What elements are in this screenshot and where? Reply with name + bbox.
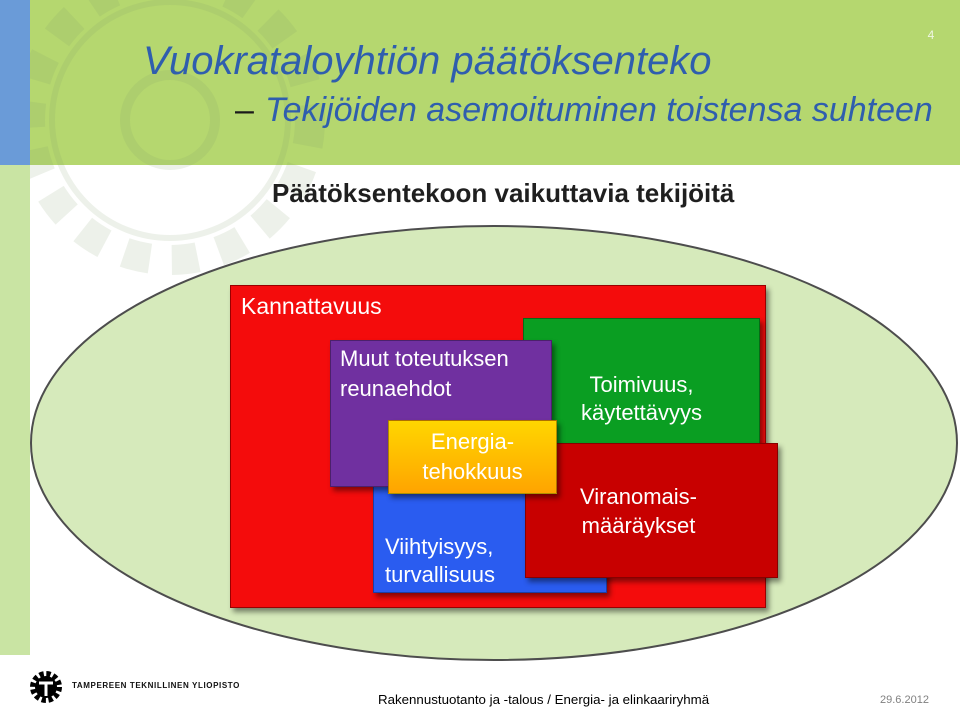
footer-date: 29.6.2012 xyxy=(880,694,929,706)
box-toimivuus-line-1: Toimivuus, xyxy=(589,372,694,397)
box-toimivuus-line-2: käytettävyys xyxy=(580,400,703,425)
box-toimivuus-text xyxy=(524,371,759,427)
left-accent-stripe-green xyxy=(0,165,30,655)
box-energia-line-2: tehokkuus xyxy=(422,459,523,484)
box-energia-line-1: Energia- xyxy=(430,429,515,454)
box-muut-line-1: Muut toteutuksen xyxy=(340,346,509,371)
box-muut-line-2: reunaehdot xyxy=(340,376,452,401)
box-energiatehokkuus xyxy=(388,420,557,494)
box-viihtyisyys-line-2: turvallisuus xyxy=(385,562,496,587)
box-kannattavuus-label: Kannattavuus xyxy=(241,293,382,319)
box-viranomais-line-1: Viranomais- xyxy=(580,483,697,509)
box-viihtyisyys-line-1: Viihtyisyys, xyxy=(385,534,494,559)
box-viranomais-text xyxy=(526,482,751,540)
university-name: TAMPEREEN TEKNILLINEN YLIOPISTO xyxy=(72,681,240,690)
box-energia-text xyxy=(389,427,556,487)
slide-subtitle: Tekijöiden asemoituminen toistensa suhteen xyxy=(265,91,933,129)
subtitle-bullet: – xyxy=(235,91,254,129)
box-viranomais-line-2: määräykset xyxy=(581,512,696,538)
page-number: 4 xyxy=(927,28,935,42)
slide-title: Vuokrataloyhtiön päätöksenteko xyxy=(143,39,712,83)
left-accent-stripe-blue xyxy=(0,0,30,165)
footer-department: Rakennustuotanto ja -talous / Energia- ja elinkaariryhmä xyxy=(378,692,710,707)
box-muut-text xyxy=(340,344,551,404)
box-viranomaismaaraykset xyxy=(525,443,778,578)
diagram-heading: Päätöksentekoon vaikuttavia tekijöitä xyxy=(272,178,735,208)
tty-logo-icon xyxy=(28,669,64,705)
